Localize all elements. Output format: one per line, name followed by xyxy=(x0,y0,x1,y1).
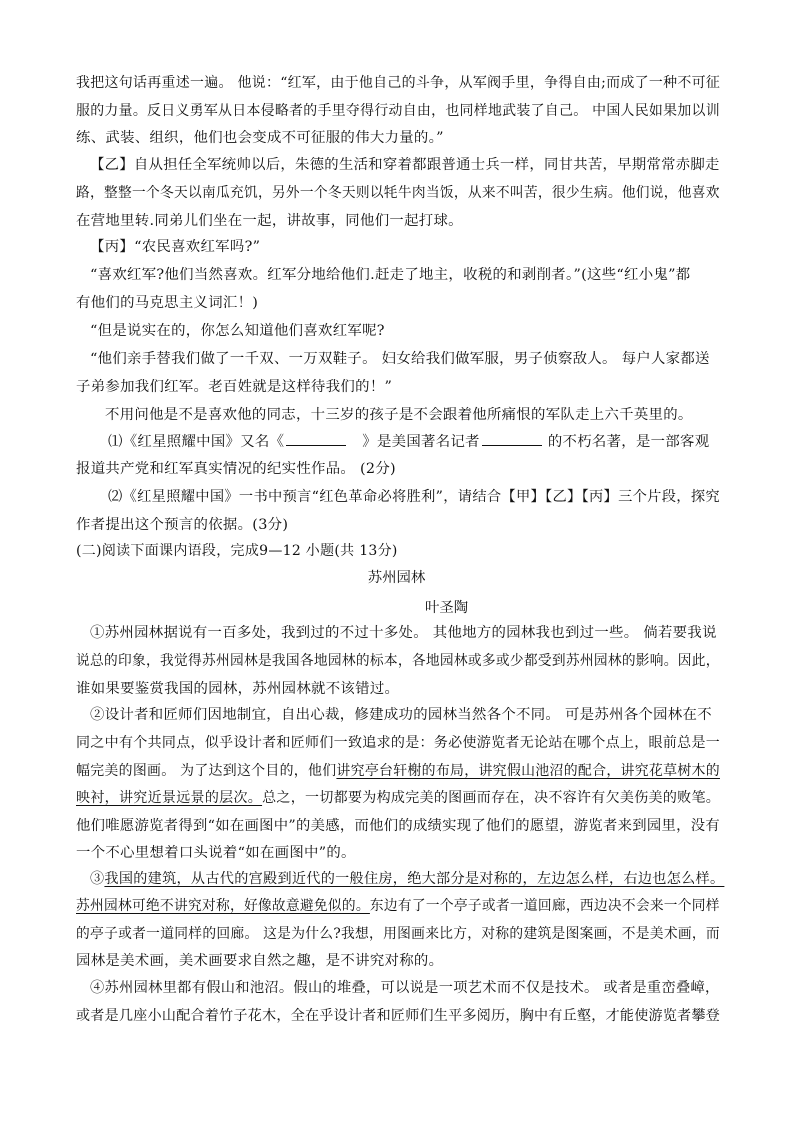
passage-c-dialog-2 xyxy=(90,318,720,346)
section-heading xyxy=(76,538,720,566)
text-line: 有他们的马克思主义词汇！) xyxy=(76,295,259,311)
question-2-cont xyxy=(76,512,720,540)
text-line: 或者是几座小山配合着竹子花木，全在乎设计者和匠师们生平多阅历，胸中有丘壑，才能使游览者攀登 xyxy=(76,1008,721,1024)
paragraph-2 xyxy=(90,702,720,730)
text-line xyxy=(76,785,721,813)
passage-b xyxy=(90,152,720,180)
answer-blank-2[interactable] xyxy=(482,431,542,446)
underlined-text: 我国的建筑，从古代的宫殿到近代的一般住房，绝大部分是对称的，左边怎么样，右边也怎么样。 xyxy=(104,871,725,887)
answer-blank-1[interactable] xyxy=(286,431,346,446)
passage-c-dialog-3 xyxy=(90,346,720,374)
question-2 xyxy=(108,484,720,512)
text-line: 子弟参加我们红军。老百姓就是这样待我们的！” xyxy=(76,379,393,395)
paragraph-1-cont xyxy=(76,648,720,703)
text-line: 谁如果要鉴赏我国的园林，苏州园林就不该错过。 xyxy=(76,680,400,697)
paragraph-3 xyxy=(90,866,724,894)
text-segment: 幅完美的图画。 为了达到这个目的，他们 xyxy=(76,762,337,779)
text-line: 同之中有个共同点，似乎设计者和匠师们一致追求的是：务必使游览者无论站在哪个点上，眼前总是一 xyxy=(76,735,721,751)
passage-c-heading xyxy=(90,234,720,262)
text-line: ⑵《红星照耀中国》一书中预言“红色革命必将胜利”，请结合【甲】【乙】【丙】三个片段，探究 xyxy=(108,489,720,505)
underlined-text: 讲究亭台轩榭的布局，讲究假山池沼的配合，讲究花草树木的 xyxy=(336,762,720,779)
passage-c-dialog-3-cont xyxy=(76,374,720,402)
text-line: 报道共产党和红军真实情况的纪实性作品。 (2分) xyxy=(76,461,396,477)
question-1 xyxy=(108,429,720,457)
text-line: 作者提出这个预言的依据。(3分) xyxy=(76,517,289,533)
text-line: 路，整整一个冬天以南瓜充饥，另外一个冬天则以牦牛肉当饭，从来不叫苦，很少生病。他们说，他喜欢 xyxy=(76,185,720,201)
text-line: 不用问他是不是喜欢他的同志，十三岁的孩子是不会跟着他所痛恨的军队走上六千英里的。 xyxy=(105,407,693,423)
paragraph-2-cont xyxy=(76,730,720,868)
text-line xyxy=(108,429,720,457)
text-line: (二)阅读下面课内语段，完成9—12 小题(共 13分) xyxy=(76,543,398,559)
q1-text-3: 的不朽名著，是一部客观 xyxy=(547,434,710,450)
text-line: “喜欢红军?他们当然喜欢。红军分地给他们.赶走了地主，收税的和剥削者。”(这些“红小鬼”都 xyxy=(90,267,691,283)
text-segment: ③ xyxy=(90,871,105,887)
q1-text-2: 》是美国著名记者 xyxy=(362,434,480,450)
text-line xyxy=(76,893,720,921)
text-line: 我把这句话再重述一遍。 他说：“红军，由于他自己的斗争，从军阀手里，争得自由;而成了一种不可征 xyxy=(76,75,721,91)
text-line: 说总的印象，我觉得苏州园林是我国各地园林的标本，各地园林或多或少都受到苏州园林的影响。因此， xyxy=(76,653,720,669)
text-line: 园林是美术画，美术画要求自然之趣，是不讲究对称的。 xyxy=(76,953,444,970)
text-line xyxy=(90,866,725,894)
paragraph-4 xyxy=(90,975,720,1003)
text-line: ②设计者和匠师们因地制宜，自出心裁，修建成功的园林当然各个不同。 可是苏州各个园林在不 xyxy=(90,707,712,723)
paragraph-3-cont xyxy=(76,893,720,976)
q1-text-1: ⑴《红星照耀中国》又名《 xyxy=(108,434,285,450)
passage-b-cont xyxy=(76,180,720,235)
article-title: 苏州园林 xyxy=(367,570,426,586)
question-1-cont xyxy=(76,456,720,484)
text-line: “他们亲手替我们做了一千双、一万双鞋子。 妇女给我们做军服，男子侦察敌人。 每户人家都送 xyxy=(90,351,710,367)
text-line: 在营地里转.同弟儿们坐在一起，讲故事，同他们一起打球。 xyxy=(76,212,463,229)
passage-c-dialog-1-cont xyxy=(76,290,720,318)
passage-a xyxy=(76,70,720,153)
text-line: 一个不心里想着口头说着“如在画图中”的。 xyxy=(76,845,356,862)
text-line: 【乙】自从担任全军统帅以后，朱德的生活和穿着都跟普通士兵一样，同甘共苦，早期常常赤脚走 xyxy=(90,157,720,173)
text-line: ④苏州园林里都有假山和池沼。假山的堆叠，可以说是一项艺术而不仅是技术。 或者是重峦叠嶂， xyxy=(90,980,720,996)
text-segment: 总之，一切都要为构成完美的图画而存在，决不容许有欠美伤美的败笔。 xyxy=(262,790,721,807)
paragraph-1 xyxy=(90,620,720,648)
article-author: 叶圣陶 xyxy=(425,600,469,616)
passage-c-closing xyxy=(105,402,720,430)
text-line: ①苏州园林据说有一百多处，我到过的不过十多处。 其他地方的园林我也到过一些。 倘若要我说 xyxy=(90,625,717,641)
text-line: 服的力量。反日义勇军从日本侵略者的手里夺得行动自由，也同样地武装了自己。 中国人民如果加以训 xyxy=(76,102,720,119)
text-line: 他们唯愿游览者得到“如在画图中”的美感，而他们的成绩实现了他们的愿望，游览者来到园里，没有 xyxy=(76,817,721,834)
text-segment: 东边有了一个亭子或者一道回廊，西边决不会来一个同样 xyxy=(369,898,720,914)
text-line: “但是说实在的，你怎么知道他们喜欢红军呢? xyxy=(90,323,385,339)
paragraph-4-cont xyxy=(76,1003,720,1031)
text-line: 【丙】“农民喜欢红军吗?” xyxy=(90,239,261,255)
underlined-text: 苏州园林可绝不讲究对称，好像故意避免似的。 xyxy=(76,898,370,914)
passage-c-dialog-1 xyxy=(90,262,720,290)
text-line: 的亭子或者一道同样的回廊。 这是为什么?我想，用图画来比方，对称的建筑是图案画，不是美术画，而 xyxy=(76,925,720,942)
underlined-text: 映衬，讲究近景远景的层次。 xyxy=(76,790,263,807)
text-line: 练、武装、组织，他们也会变成不可征服的伟大力量的。” xyxy=(76,130,444,147)
text-line xyxy=(76,758,720,786)
